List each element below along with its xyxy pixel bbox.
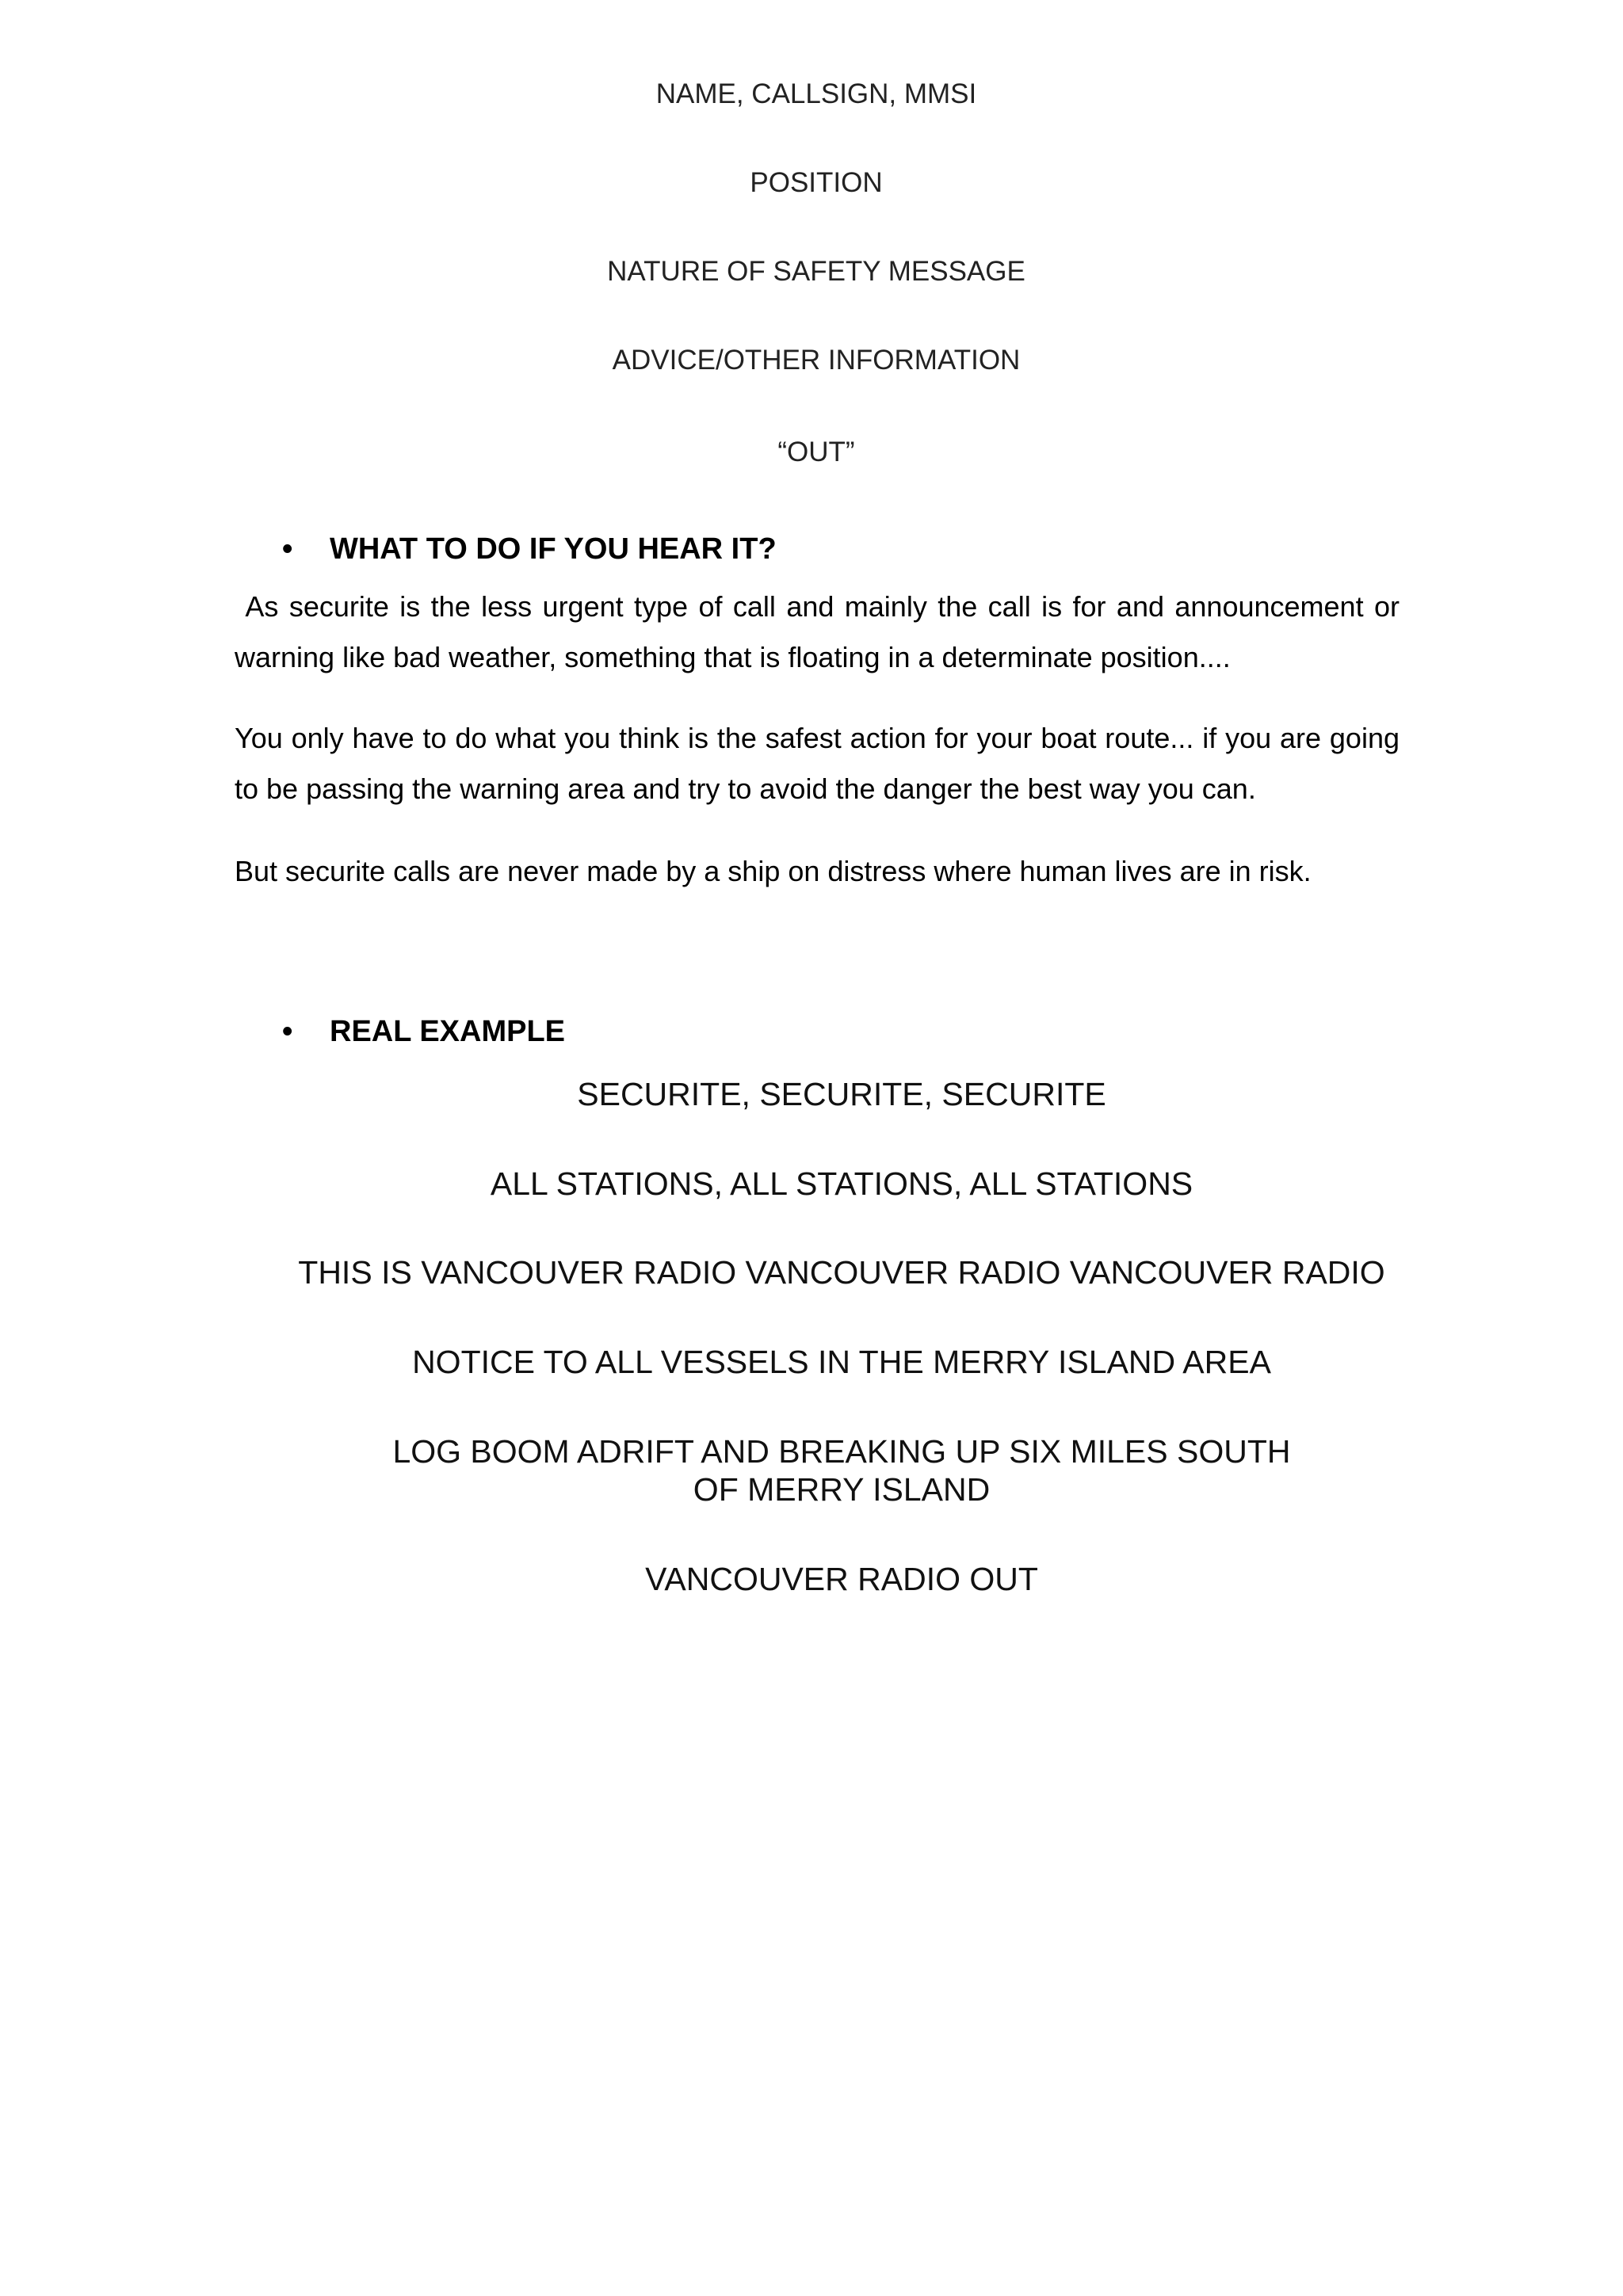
paragraph-never-distress: But securite calls are never made by a ship on distress where human lives are in risk. [235,855,1312,887]
template-line-position: POSITION [750,167,883,198]
example-line-this-is-vancouver-radio: THIS IS VANCOUVER RADIO VANCOUVER RADIO VANCOUVER RADIO [298,1254,1385,1291]
example-line-all-stations: ALL STATIONS, ALL STATIONS, ALL STATIONS [490,1165,1193,1202]
template-line-nature-of-message: NATURE OF SAFETY MESSAGE [607,256,1025,287]
example-line-securite: SECURITE, SECURITE, SECURITE [577,1076,1106,1112]
example-line-notice-to-all-vessels: NOTICE TO ALL VESSELS IN THE MERRY ISLAND AREA [412,1344,1271,1380]
bullet-point: • [282,532,293,566]
example-line-vancouver-radio-out: VANCOUVER RADIO OUT [645,1561,1038,1597]
section-heading-text: REAL EXAMPLE [330,1015,566,1048]
template-line-name-callsign-mmsi: NAME, CALLSIGN, MMSI [655,78,977,109]
template-line-advice: ADVICE/OTHER INFORMATION [612,345,1021,376]
bullet-point: • [282,1015,293,1048]
section-heading-text: WHAT TO DO IF YOU HEAR IT? [330,532,777,566]
paragraph-safest-action: You only have to do what you think is the safest action for your boat route... if you are going to be passing the warning area and try to avoid the danger the best way you can. [235,722,1400,805]
template-line-out: “OUT” [777,437,855,467]
example-line-log-boom-adrift: LOG BOOM ADRIFT AND BREAKING UP SIX MILES SOUTH [392,1433,1291,1470]
section-heading-real-example [282,1013,565,1051]
section-heading-what-to-do [282,530,777,568]
example-line-of-merry-island: OF MERRY ISLAND [693,1471,991,1508]
paragraph-securite-less-urgent: As securite is the less urgent type of call and mainly the call is for and announcement or warning like bad weather, something that is floating in a determinate position.... [235,590,1407,673]
